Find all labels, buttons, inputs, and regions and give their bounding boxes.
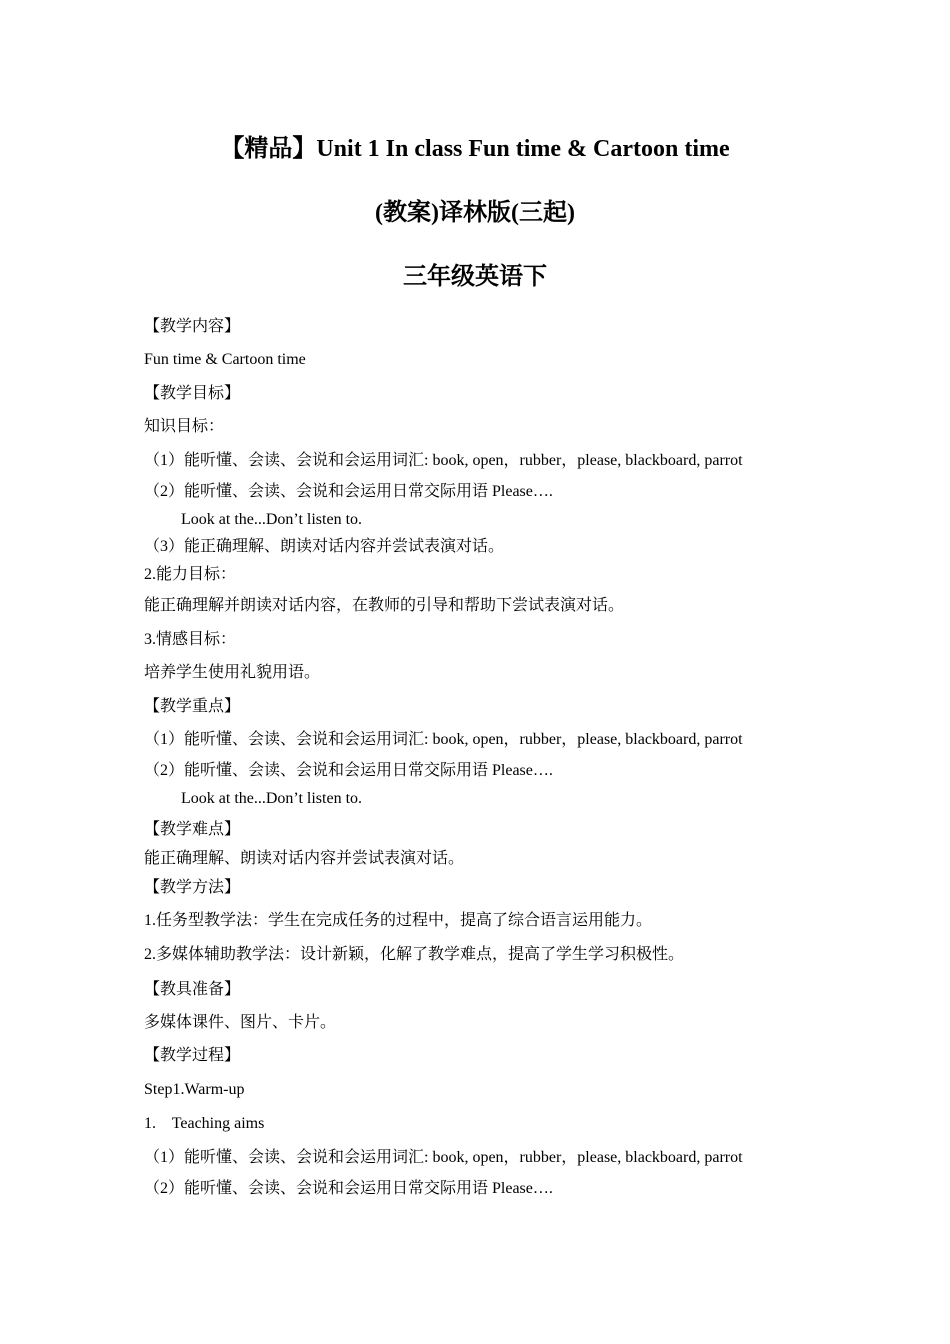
list-item: 1. Teaching aims: [144, 1115, 265, 1132]
paragraph: 多媒体课件、图片、卡片。: [144, 1014, 337, 1031]
paragraph: 3.情感目标：: [144, 631, 237, 648]
list-item: （2）能听懂、会读、会说和会运用日常交际用语 Please….: [144, 483, 553, 500]
paragraph: 2.多媒体辅助教学法：设计新颖，化解了教学难点，提高了学生学习积极性。: [144, 946, 685, 963]
paragraph: 能正确理解、朗读对话内容并尝试表演对话。: [144, 850, 465, 867]
list-item-continuation: Look at the...Don’t listen to.: [181, 790, 363, 807]
paragraph: Fun time & Cartoon time: [144, 351, 306, 368]
list-item-continuation: Look at the...Don’t listen to.: [181, 511, 363, 528]
paragraph: 知识目标：: [144, 418, 225, 435]
section-heading-process: 【教学过程】: [144, 1047, 241, 1064]
section-heading-key-points: 【教学重点】: [144, 698, 241, 715]
paragraph: 1.任务型教学法：学生在完成任务的过程中，提高了综合语言运用能力。: [144, 912, 653, 929]
list-item: （3）能正确理解、朗读对话内容并尝试表演对话。: [144, 538, 505, 555]
list-item: （1）能听懂、会读、会说和会运用词汇: book, open，rubber，please, blackboard, parrot: [144, 452, 743, 469]
paragraph: 能正确理解并朗读对话内容，在教师的引导和帮助下尝试表演对话。: [144, 597, 625, 614]
list-item: （1）能听懂、会读、会说和会运用词汇: book, open，rubber，please, blackboard, parrot: [144, 1149, 743, 1166]
section-heading-difficulties: 【教学难点】: [144, 821, 241, 838]
paragraph: 培养学生使用礼貌用语。: [144, 664, 321, 681]
document-title-line-2: (教案)译林版(三起): [375, 200, 575, 226]
section-heading-objectives: 【教学目标】: [144, 385, 241, 402]
document-title-line-3: 三年级英语下: [403, 264, 547, 290]
list-item: （2）能听懂、会读、会说和会运用日常交际用语 Please….: [144, 1180, 553, 1197]
section-heading-content: 【教学内容】: [144, 318, 241, 335]
document-title-line-1: 【精品】Unit 1 In class Fun time & Cartoon time: [220, 136, 730, 162]
paragraph: 2.能力目标：: [144, 566, 237, 583]
paragraph: Step1.Warm-up: [144, 1081, 245, 1098]
list-item: （1）能听懂、会读、会说和会运用词汇: book, open，rubber，please, blackboard, parrot: [144, 731, 743, 748]
section-heading-methods: 【教学方法】: [144, 879, 241, 896]
section-heading-materials: 【教具准备】: [144, 981, 241, 998]
list-item: （2）能听懂、会读、会说和会运用日常交际用语 Please….: [144, 762, 553, 779]
